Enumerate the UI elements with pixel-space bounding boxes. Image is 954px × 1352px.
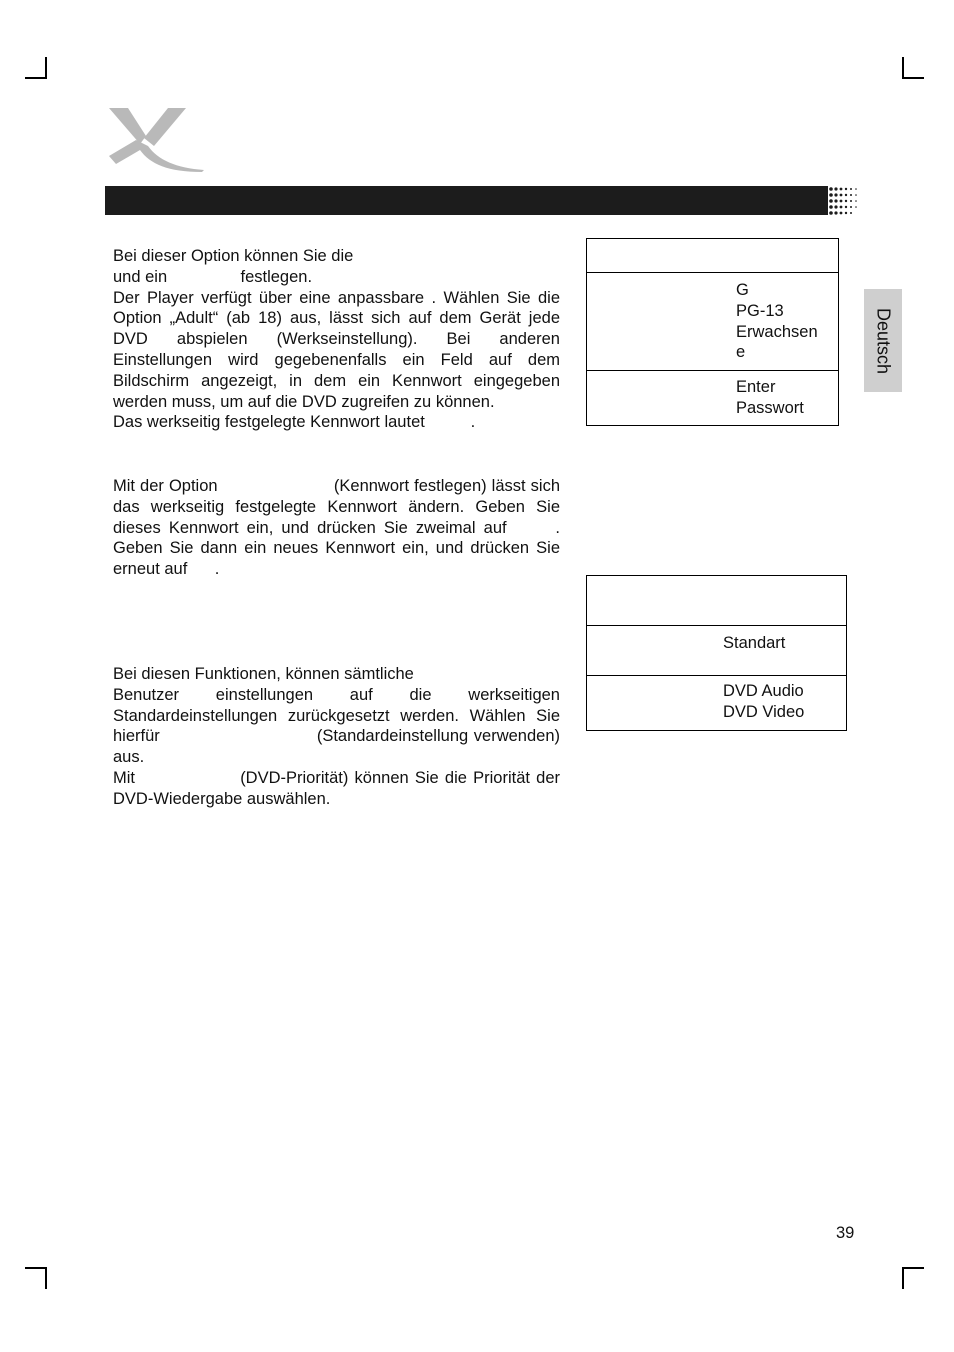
paragraph: Benutzer einstellungen auf die werkseitigen Standardeinstellungen zurückgesetzt werden. Wählen Sie hierfür (Standardeinstellung verwenden) aus. <box>113 685 565 767</box>
set-password-text <box>113 476 565 580</box>
password-option: Enter <box>736 378 776 396</box>
password-option: Passwort <box>736 398 804 417</box>
rating-option: G <box>736 281 749 299</box>
brand-logo-icon <box>106 106 206 172</box>
paragraph-line: und ein festlegen. <box>113 267 313 286</box>
language-tab-label: Deutsch <box>873 307 894 374</box>
dvd-priority-option: DVD Video <box>723 702 805 721</box>
password-values <box>736 377 804 419</box>
paragraph-line: Bei diesen Funktionen, können sämtliche <box>113 665 414 683</box>
parental-control-text <box>113 246 560 433</box>
table-row-default <box>587 626 846 676</box>
crop-mark-top-left <box>25 57 47 79</box>
default-settings-table <box>586 575 847 731</box>
default-values <box>723 633 785 654</box>
table-row-dvd-priority <box>587 676 846 730</box>
section-header-bar <box>105 186 827 215</box>
crop-mark-top-right <box>902 57 924 79</box>
crop-mark-bottom-left <box>25 1267 47 1289</box>
rating-option: Erwachsen <box>736 322 818 341</box>
crop-mark-bottom-right <box>902 1267 924 1289</box>
paragraph-line: Bei dieser Option können Sie die <box>113 247 354 265</box>
paragraph-line: Das werkseitig festgelegte Kennwort lautet . <box>113 413 476 432</box>
rating-option: PG-13 <box>736 301 784 320</box>
default-option: Standart <box>723 634 786 652</box>
table-header-row <box>587 239 838 273</box>
dvd-priority-option: DVD Audio <box>723 682 804 700</box>
table-row-password <box>587 371 838 425</box>
rating-values <box>736 280 818 363</box>
paragraph: Mit der Option (Kennwort festlegen) lässt sich das werkseitig festgelegte Kennwort ändern. Geben Sie dieses Kennwort ein, und drücken Sie zweimal auf . Geben Sie dann ein neues Kennwort ein, und drücken Sie erneut auf . <box>113 477 565 579</box>
rating-option: e <box>736 343 746 362</box>
dvd-priority-values <box>723 681 804 723</box>
halftone-dots-decoration <box>822 186 862 215</box>
table-row-rating <box>587 273 838 371</box>
page-number: 39 <box>836 1224 855 1242</box>
paragraph: Mit (DVD-Priorität) können Sie die Priorität der DVD-Wiedergabe auswählen. <box>113 768 565 808</box>
parental-settings-table <box>586 238 839 426</box>
default-settings-text <box>113 664 565 810</box>
paragraph: Der Player verfügt über eine anpassbare . Wählen Sie die Option „Adult“ (ab 18) aus, lässt sich auf dem Gerät jede DVD abspielen (Werkseinstellung). Bei anderen Einstellungen wird gegebenenfalls ein Feld auf dem Bildschirm angezeigt, in dem ein Kennwort eingegeben werden muss, um auf die DVD zugreifen zu können. <box>113 288 560 411</box>
language-tab-deutsch <box>864 289 902 392</box>
table-header-row <box>587 576 846 626</box>
